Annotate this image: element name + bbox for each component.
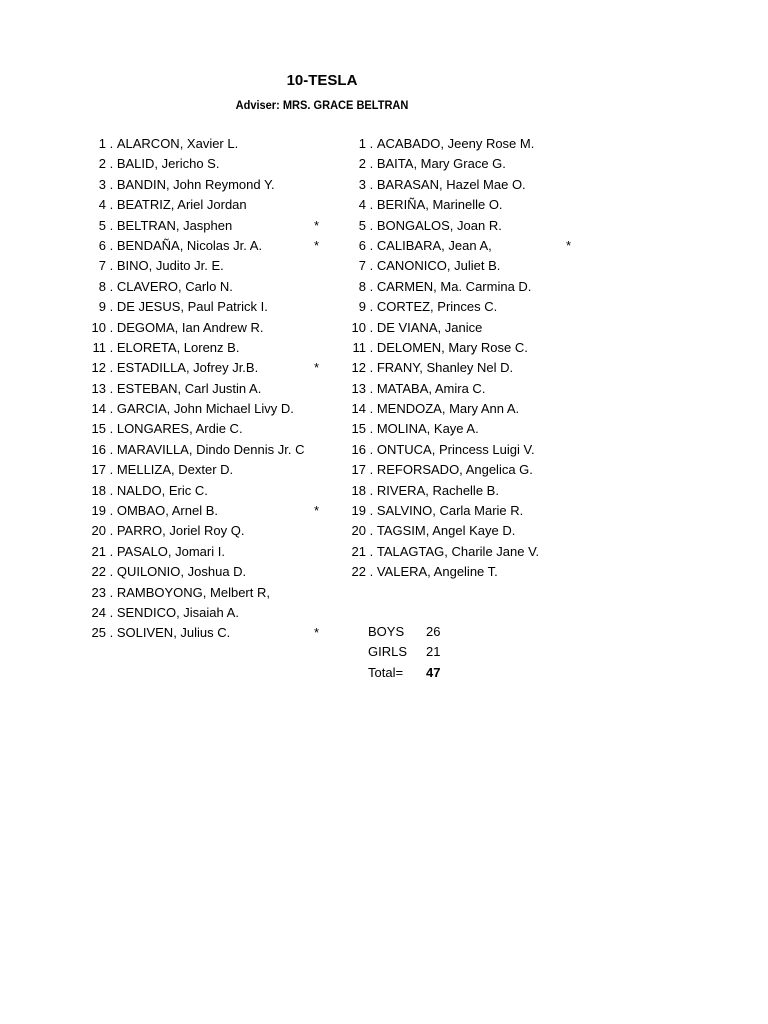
student-name: DE VIANA, Janice (376, 319, 483, 335)
student-number: 19 (351, 503, 366, 519)
student-name: BENDAÑA, Nicolas Jr. A. (116, 237, 263, 253)
student-mark: * (314, 360, 320, 376)
student-number: 16 (351, 441, 366, 457)
student-row: 5 . BELTRAN, Jasphen * (76, 216, 336, 236)
boys-list (76, 134, 336, 644)
student-name: CLAVERO, Carlo N. (116, 278, 233, 294)
student-number: 11 (352, 339, 366, 355)
student-row: 12 . FRANY, Shanley Nel D. (336, 358, 586, 378)
student-name: TAGSIM, Angel Kaye D. (376, 523, 516, 539)
student-row: 17 . REFORSADO, Angelica G. (336, 460, 586, 480)
student-row: 23 . RAMBOYONG, Melbert R, (76, 583, 336, 603)
student-mark: * (314, 503, 320, 519)
student-row: 5 . BONGALOS, Joan R. (336, 216, 586, 236)
student-number: 1 (98, 136, 106, 151)
student-number: 9 (358, 299, 366, 315)
student-number: 16 (91, 441, 106, 457)
student-number: 15 (91, 421, 106, 437)
student-row: 21 . TALAGTAG, Charile Jane V. (336, 542, 586, 562)
student-name: BALID, Jericho S. (116, 156, 220, 172)
student-name: DEGOMA, Ian Andrew R. (116, 319, 264, 335)
student-name: BARASAN, Hazel Mae O. (376, 176, 526, 192)
student-name: ELORETA, Lorenz B. (116, 339, 240, 355)
student-row: 9 . CORTEZ, Princes C. (336, 297, 586, 317)
student-name: CORTEZ, Princes C. (376, 299, 498, 315)
student-mark: * (566, 237, 572, 253)
student-row: 4 . BEATRIZ, Ariel Jordan (76, 195, 336, 215)
student-name: OMBAO, Arnel B. (116, 503, 218, 519)
student-name: QUILONIO, Joshua D. (116, 564, 247, 580)
student-number: 14 (91, 401, 106, 417)
student-number: 9 (98, 299, 106, 315)
student-name: MATABA, Amira C. (376, 380, 486, 396)
girls-list (336, 134, 586, 583)
student-row: 18 . NALDO, Eric C. (76, 481, 336, 501)
student-row: 8 . CARMEN, Ma. Carmina D. (336, 277, 586, 297)
student-name: BELTRAN, Jasphen (116, 217, 233, 233)
student-row: 6 . BENDAÑA, Nicolas Jr. A. * (76, 236, 336, 256)
student-number: 22 (91, 564, 106, 580)
student-row: 13 . MATABA, Amira C. (336, 379, 586, 399)
student-name: ACABADO, Jeeny Rose M. (376, 136, 535, 151)
student-row: 14 . MENDOZA, Mary Ann A. (336, 399, 586, 419)
student-number: 10 (351, 319, 366, 335)
student-row: 15 . LONGARES, Ardie C. (76, 419, 336, 439)
total-count-value: 47 (426, 664, 441, 680)
student-mark: * (314, 217, 320, 233)
student-row: 20 . PARRO, Joriel Roy Q. (76, 521, 336, 541)
student-row: 12 . ESTADILLA, Jofrey Jr.B. * (76, 358, 336, 378)
student-mark: * (314, 625, 320, 641)
student-name: DELOMEN, Mary Rose C. (376, 339, 528, 355)
student-row: 14 . GARCIA, John Michael Livy D. (76, 399, 336, 419)
student-row: 7 . CANONICO, Juliet B. (336, 256, 586, 276)
student-name: CALIBARA, Jean A, (376, 237, 492, 253)
student-number: 12 (351, 360, 366, 376)
totals-row-boys (368, 622, 440, 642)
student-name: MENDOZA, Mary Ann A. (376, 401, 520, 417)
student-name: SENDICO, Jisaiah A. (116, 604, 239, 620)
student-row: 7 . BINO, Judito Jr. E. (76, 256, 336, 276)
student-row: 24 . SENDICO, Jisaiah A. (76, 603, 336, 623)
student-row: 22 . VALERA, Angeline T. (336, 562, 586, 582)
girls-count-label: GIRLS (368, 644, 408, 660)
student-row: 4 . BERIÑA, Marinelle O. (336, 195, 586, 215)
student-name: ESTEBAN, Carl Justin A. (116, 380, 262, 396)
student-number: 4 (98, 197, 106, 213)
student-number: 10 (91, 319, 106, 335)
student-number: 7 (98, 258, 106, 274)
totals-row-girls (368, 642, 440, 662)
total-count-label: Total= (368, 664, 404, 680)
student-row: 16 . MARAVILLA, Dindo Dennis Jr. C (76, 440, 336, 460)
student-row: 17 . MELLIZA, Dexter D. (76, 460, 336, 480)
student-row: 8 . CLAVERO, Carlo N. (76, 277, 336, 297)
student-number: 22 (351, 564, 366, 580)
student-row: 3 . BARASAN, Hazel Mae O. (336, 175, 586, 195)
student-number: 13 (91, 380, 106, 396)
student-row: 2 . BALID, Jericho S. (76, 154, 336, 174)
student-name: MELLIZA, Dexter D. (116, 462, 234, 478)
student-row: 13 . ESTEBAN, Carl Justin A. (76, 379, 336, 399)
student-name: TALAGTAG, Charile Jane V. (376, 543, 540, 559)
student-number: 11 (92, 339, 106, 355)
student-row: 2 . BAITA, Mary Grace G. (336, 154, 586, 174)
girls-count-value: 21 (426, 644, 441, 660)
student-row: 15 . MOLINA, Kaye A. (336, 419, 586, 439)
student-row: 11 . ELORETA, Lorenz B. (76, 338, 336, 358)
student-name: NALDO, Eric C. (116, 482, 208, 498)
student-name: GARCIA, John Michael Livy D. (116, 401, 294, 417)
student-number: 8 (358, 278, 366, 294)
student-row: 20 . TAGSIM, Angel Kaye D. (336, 521, 586, 541)
student-number: 4 (358, 197, 366, 213)
student-row: 6 . CALIBARA, Jean A, * (336, 236, 586, 256)
student-row: 11 . DELOMEN, Mary Rose C. (336, 338, 586, 358)
student-name: BERIÑA, Marinelle O. (376, 197, 503, 213)
adviser-line: Adviser: MRS. GRACE BELTRAN (235, 98, 409, 112)
student-name: DE JESUS, Paul Patrick I. (116, 299, 268, 315)
student-number: 7 (358, 258, 366, 274)
page-title: 10-TESLA (286, 72, 358, 89)
student-row: 21 . PASALO, Jomari I. (76, 542, 336, 562)
student-name: MARAVILLA, Dindo Dennis Jr. C (116, 441, 305, 457)
student-name: CANONICO, Juliet B. (376, 258, 501, 274)
student-number: 18 (91, 482, 106, 498)
student-number: 6 (358, 237, 366, 253)
student-number: 8 (98, 278, 106, 294)
student-number: 13 (351, 380, 366, 396)
student-number: 2 (98, 156, 106, 172)
student-number: 20 (91, 523, 106, 539)
student-number: 2 (358, 156, 366, 172)
student-name: BAITA, Mary Grace G. (376, 156, 506, 172)
student-name: BONGALOS, Joan R. (376, 217, 502, 233)
student-number: 12 (91, 360, 106, 376)
student-row: 19 . OMBAO, Arnel B. * (76, 501, 336, 521)
student-row: 22 . QUILONIO, Joshua D. (76, 562, 336, 582)
student-name: ALARCON, Xavier L. (116, 136, 239, 151)
totals-row-total (368, 663, 440, 683)
student-name: CARMEN, Ma. Carmina D. (376, 278, 532, 294)
student-row: 1 . ACABADO, Jeeny Rose M. (336, 134, 586, 154)
student-name: ONTUCA, Princess Luigi V. (376, 441, 535, 457)
student-number: 17 (351, 462, 366, 478)
student-number: 24 (91, 604, 106, 620)
student-mark: * (314, 237, 320, 253)
student-row: 19 . SALVINO, Carla Marie R. (336, 501, 586, 521)
student-number: 6 (98, 237, 106, 253)
student-number: 18 (351, 482, 366, 498)
totals-table (368, 622, 440, 683)
student-number: 21 (91, 543, 106, 559)
student-name: LONGARES, Ardie C. (116, 421, 243, 437)
student-name: BEATRIZ, Ariel Jordan (116, 197, 247, 213)
student-number: 3 (98, 176, 106, 192)
boys-count-value: 26 (426, 624, 441, 639)
student-number: 15 (351, 421, 366, 437)
student-name: FRANY, Shanley Nel D. (376, 360, 514, 376)
student-row: 10 . DEGOMA, Ian Andrew R. (76, 318, 336, 338)
student-name: PASALO, Jomari I. (116, 543, 225, 559)
student-number: 21 (351, 543, 366, 559)
student-name: PARRO, Joriel Roy Q. (116, 523, 245, 539)
student-number: 25 (91, 625, 106, 641)
student-row: 9 . DE JESUS, Paul Patrick I. (76, 297, 336, 317)
student-name: VALERA, Angeline T. (376, 564, 498, 580)
student-row: 25 . SOLIVEN, Julius C. * (76, 623, 336, 643)
student-number: 5 (98, 217, 106, 233)
student-row: 16 . ONTUCA, Princess Luigi V. (336, 440, 586, 460)
student-name: REFORSADO, Angelica G. (376, 462, 533, 478)
student-number: 23 (91, 584, 106, 600)
student-name: MOLINA, Kaye A. (376, 421, 479, 437)
student-number: 19 (91, 503, 106, 519)
student-name: BINO, Judito Jr. E. (116, 258, 224, 274)
student-row: 10 . DE VIANA, Janice (336, 318, 586, 338)
student-row: 18 . RIVERA, Rachelle B. (336, 481, 586, 501)
student-number: 20 (351, 523, 366, 539)
student-name: RIVERA, Rachelle B. (376, 482, 499, 498)
student-row: 1 . ALARCON, Xavier L. (76, 134, 336, 154)
student-number: 3 (358, 176, 366, 192)
student-row: 3 . BANDIN, John Reymond Y. (76, 175, 336, 195)
student-name: BANDIN, John Reymond Y. (116, 176, 275, 192)
student-number: 17 (91, 462, 106, 478)
student-number: 1 (358, 136, 366, 151)
student-number: 5 (358, 217, 366, 233)
student-name: SOLIVEN, Julius C. (116, 625, 231, 641)
boys-count-label: BOYS (368, 624, 405, 639)
student-number: 14 (351, 401, 366, 417)
student-name: SALVINO, Carla Marie R. (376, 503, 524, 519)
student-name: RAMBOYONG, Melbert R, (116, 584, 270, 600)
student-name: ESTADILLA, Jofrey Jr.B. (116, 360, 259, 376)
